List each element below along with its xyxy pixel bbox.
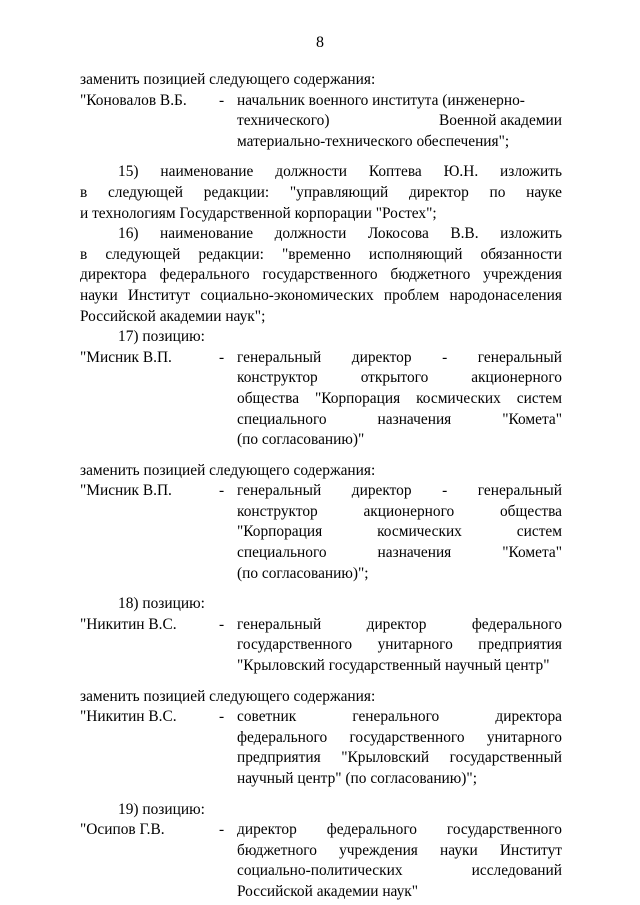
- entry-dash: -: [219, 348, 225, 366]
- entry-line: "Корпорация космических систем: [237, 523, 562, 541]
- entry-misnik-new: [80, 481, 562, 584]
- entry-line: генеральный директор - генеральный: [237, 482, 562, 500]
- entry-nikitin-old: [80, 615, 562, 677]
- entry-text: [237, 481, 562, 584]
- entry-text: [237, 820, 562, 902]
- item-15-line: в следующей редакции: "управляющий директор по науке: [80, 183, 562, 201]
- item-17-label: 17) позицию:: [118, 328, 205, 346]
- entry-line: "Крыловский государственный научный центр": [237, 657, 550, 675]
- replace-intro-2: заменить позицией следующего содержания:: [80, 461, 376, 479]
- entry-nikitin-new: [80, 707, 562, 789]
- entry-osipov: [80, 820, 562, 902]
- item-15-line: 15) наименование должности Коптева Ю.Н. изложить: [118, 163, 562, 181]
- entry-name: "Мисник В.П.: [80, 348, 172, 366]
- entry-line: научный центр" (по согласованию)";: [237, 770, 477, 787]
- entry-line: конструктор акционерного общества: [237, 502, 562, 520]
- item-16-line: Российской академии наук";: [80, 307, 266, 325]
- entry-line: специального назначения "Комета": [237, 544, 562, 562]
- entry-line: конструктор открытого акционерного: [237, 369, 562, 387]
- entry-line: предприятия "Крыловский государственный: [237, 749, 562, 767]
- entry-text: [237, 348, 562, 451]
- entry-name: "Коновалов В.Б.: [80, 91, 187, 109]
- entry-line: Российской академии наук": [237, 882, 419, 900]
- item-16-line: в следующей редакции: "временно исполняющий обязанности: [80, 245, 562, 263]
- entry-name: "Осипов Г.В.: [80, 821, 165, 839]
- entry-dash: -: [219, 821, 225, 839]
- entry-name: "Никитин В.С.: [80, 615, 177, 633]
- item-15-line: и технологиям Государственной корпорации "Ростех";: [80, 204, 437, 222]
- replace-intro-3: заменить позицией следующего содержания:: [80, 687, 376, 705]
- entry-line: специального назначения "Комета": [237, 410, 562, 428]
- entry-line: (по согласованию)";: [237, 564, 369, 582]
- entry-konovalov: [80, 91, 562, 153]
- item-18-label: 18) позицию:: [118, 595, 205, 613]
- entry-line: бюджетного учреждения науки Институт: [237, 841, 562, 859]
- entry-line: федерального государственного унитарного: [237, 728, 562, 746]
- entry-dash: -: [219, 708, 225, 726]
- item-16-line: 16) наименование должности Локосова В.В. изложить: [118, 225, 562, 243]
- entry-line: советник генерального директора: [237, 708, 562, 726]
- replace-intro-1: заменить позицией следующего содержания:: [80, 71, 376, 88]
- entry-name: "Мисник В.П.: [80, 482, 172, 500]
- item-19-label: 19) позицию:: [118, 800, 205, 818]
- document-body: [80, 70, 562, 903]
- entry-text: [237, 91, 562, 153]
- entry-dash: -: [219, 482, 225, 500]
- entry-text: [237, 615, 562, 677]
- entry-text: [237, 707, 562, 789]
- entry-line: технического) Военной академии: [237, 112, 562, 130]
- entry-dash: -: [219, 615, 225, 633]
- entry-line: материально-технического обеспечения";: [237, 132, 510, 150]
- entry-line: генеральный директор федерального: [237, 615, 562, 633]
- page-number: 8: [316, 34, 324, 51]
- entry-line: государственного унитарного предприятия: [237, 636, 562, 654]
- entry-line: начальник военного института (инженерно-: [237, 91, 525, 109]
- entry-dash: -: [219, 91, 225, 109]
- entry-line: общества "Корпорация космических систем: [237, 389, 562, 407]
- item-16-line: директора федерального государственного бюджетного учреждения: [80, 266, 562, 284]
- entry-misnik-old: [80, 348, 562, 451]
- entry-name: "Никитин В.С.: [80, 708, 177, 726]
- entry-line: генеральный директор - генеральный: [237, 348, 562, 366]
- entry-line: (по согласованию)": [237, 431, 365, 449]
- item-16-line: науки Институт социально-экономических проблем народонаселения: [80, 286, 562, 304]
- entry-line: социально-политических исследований: [237, 862, 562, 880]
- entry-line: директор федерального государственного: [237, 821, 562, 839]
